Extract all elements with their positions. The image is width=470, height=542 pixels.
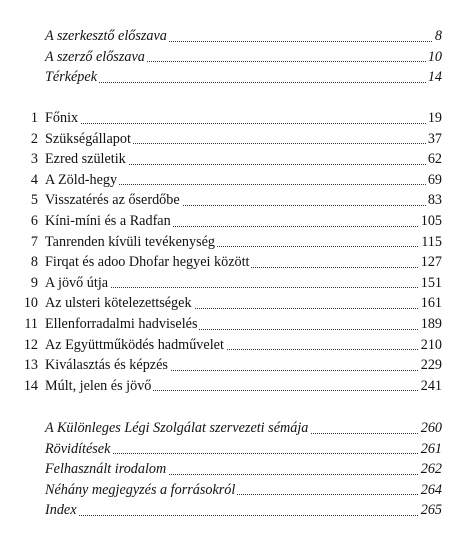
entry-title: Néhány megjegyzés a forrásokról: [45, 480, 237, 501]
toc-entry: [0, 314, 470, 335]
page-number: 210: [419, 335, 442, 356]
page-number: 10: [426, 47, 442, 68]
page-number: 8: [433, 26, 442, 47]
toc-entry: [0, 459, 470, 480]
back-matter-list: [0, 418, 470, 521]
entry-title: Tanrenden kívüli tevékenység: [45, 232, 217, 253]
toc-entry: [0, 108, 470, 129]
entry-title: Szükségállapot: [45, 129, 133, 150]
page-number: 241: [419, 376, 442, 397]
toc-entry: [0, 252, 470, 273]
toc-entry: [0, 67, 470, 88]
toc-entry: [0, 439, 470, 460]
chapter-number: 13: [23, 357, 38, 374]
toc-entry: [0, 170, 470, 191]
toc-entry: [0, 376, 470, 397]
chapter-list: [0, 108, 470, 396]
chapter-number: 10: [23, 295, 38, 312]
toc-entry: [0, 418, 470, 439]
page-number: 115: [419, 232, 442, 253]
page-number: 261: [419, 439, 442, 460]
toc-entry: [0, 26, 470, 47]
chapter-number: 8: [30, 254, 38, 271]
entry-title: Az Együttműködés hadművelet: [45, 335, 226, 356]
chapter-number: 2: [30, 130, 38, 147]
page-number: 189: [419, 314, 442, 335]
toc-entry: [0, 480, 470, 501]
dot-leader: [45, 123, 440, 124]
toc-entry: [0, 500, 470, 521]
entry-title: Az ulsteri kötelezettségek: [45, 293, 194, 314]
page-number: 105: [419, 211, 442, 232]
page-number: 83: [426, 190, 442, 211]
chapter-number: 14: [23, 377, 38, 394]
entry-title: Térképek: [45, 67, 99, 88]
chapter-number: 11: [24, 315, 38, 332]
entry-title: A szerkesztő előszava: [45, 26, 169, 47]
page-number: 262: [419, 459, 442, 480]
toc-entry: [0, 273, 470, 294]
entry-title: A jövő útja: [45, 273, 110, 294]
entry-title: Főnix: [45, 108, 80, 129]
page-number: 265: [419, 500, 442, 521]
dot-leader: [45, 515, 440, 516]
chapter-number: 4: [30, 171, 38, 188]
chapter-number: 3: [30, 151, 38, 168]
page-number: 62: [426, 149, 442, 170]
toc-entry: [0, 232, 470, 253]
page-number: 264: [419, 480, 442, 501]
entry-title: Rövidítések: [45, 439, 112, 460]
entry-title: Firqat és adoo Dhofar hegyei között: [45, 252, 251, 273]
chapter-number: 5: [30, 192, 38, 209]
entry-title: Múlt, jelen és jövő: [45, 376, 153, 397]
entry-title: Kiválasztás és képzés: [45, 355, 170, 376]
toc-entry: [0, 149, 470, 170]
dot-leader: [45, 82, 440, 83]
toc-entry: [0, 129, 470, 150]
page-number: 161: [419, 293, 442, 314]
toc-entry: [0, 335, 470, 356]
toc-entry: [0, 293, 470, 314]
entry-title: Visszatérés az őserdőbe: [45, 190, 182, 211]
entry-title: Ellenforradalmi hadviselés: [45, 314, 199, 335]
toc-entry: [0, 355, 470, 376]
page-number: 151: [419, 273, 442, 294]
chapter-number: 1: [30, 110, 38, 126]
entry-title: Kíni-míni és a Radfan: [45, 211, 173, 232]
toc-entry: [0, 47, 470, 68]
front-matter-list: [0, 26, 470, 88]
entry-title: Index: [45, 500, 79, 521]
chapter-number: 12: [23, 336, 38, 353]
page-number: 14: [426, 67, 442, 88]
page-number: 229: [419, 355, 442, 376]
chapter-number: 9: [30, 274, 38, 291]
chapter-number: 6: [30, 212, 38, 229]
page-number: 37: [426, 129, 442, 150]
entry-title: Ezred születik: [45, 149, 128, 170]
entry-title: A Különleges Légi Szolgálat szervezeti sémája: [45, 418, 310, 439]
page-number: 127: [419, 252, 442, 273]
entry-title: A Zöld-hegy: [45, 170, 119, 191]
entry-title: Felhasznált irodalom: [45, 459, 168, 480]
toc-entry: [0, 190, 470, 211]
chapter-number: 7: [30, 233, 38, 250]
page-number: 69: [426, 170, 442, 191]
toc-entry: [0, 211, 470, 232]
page-number: 260: [419, 418, 442, 439]
page-number: 19: [426, 108, 442, 129]
entry-title: A szerző előszava: [45, 47, 147, 68]
